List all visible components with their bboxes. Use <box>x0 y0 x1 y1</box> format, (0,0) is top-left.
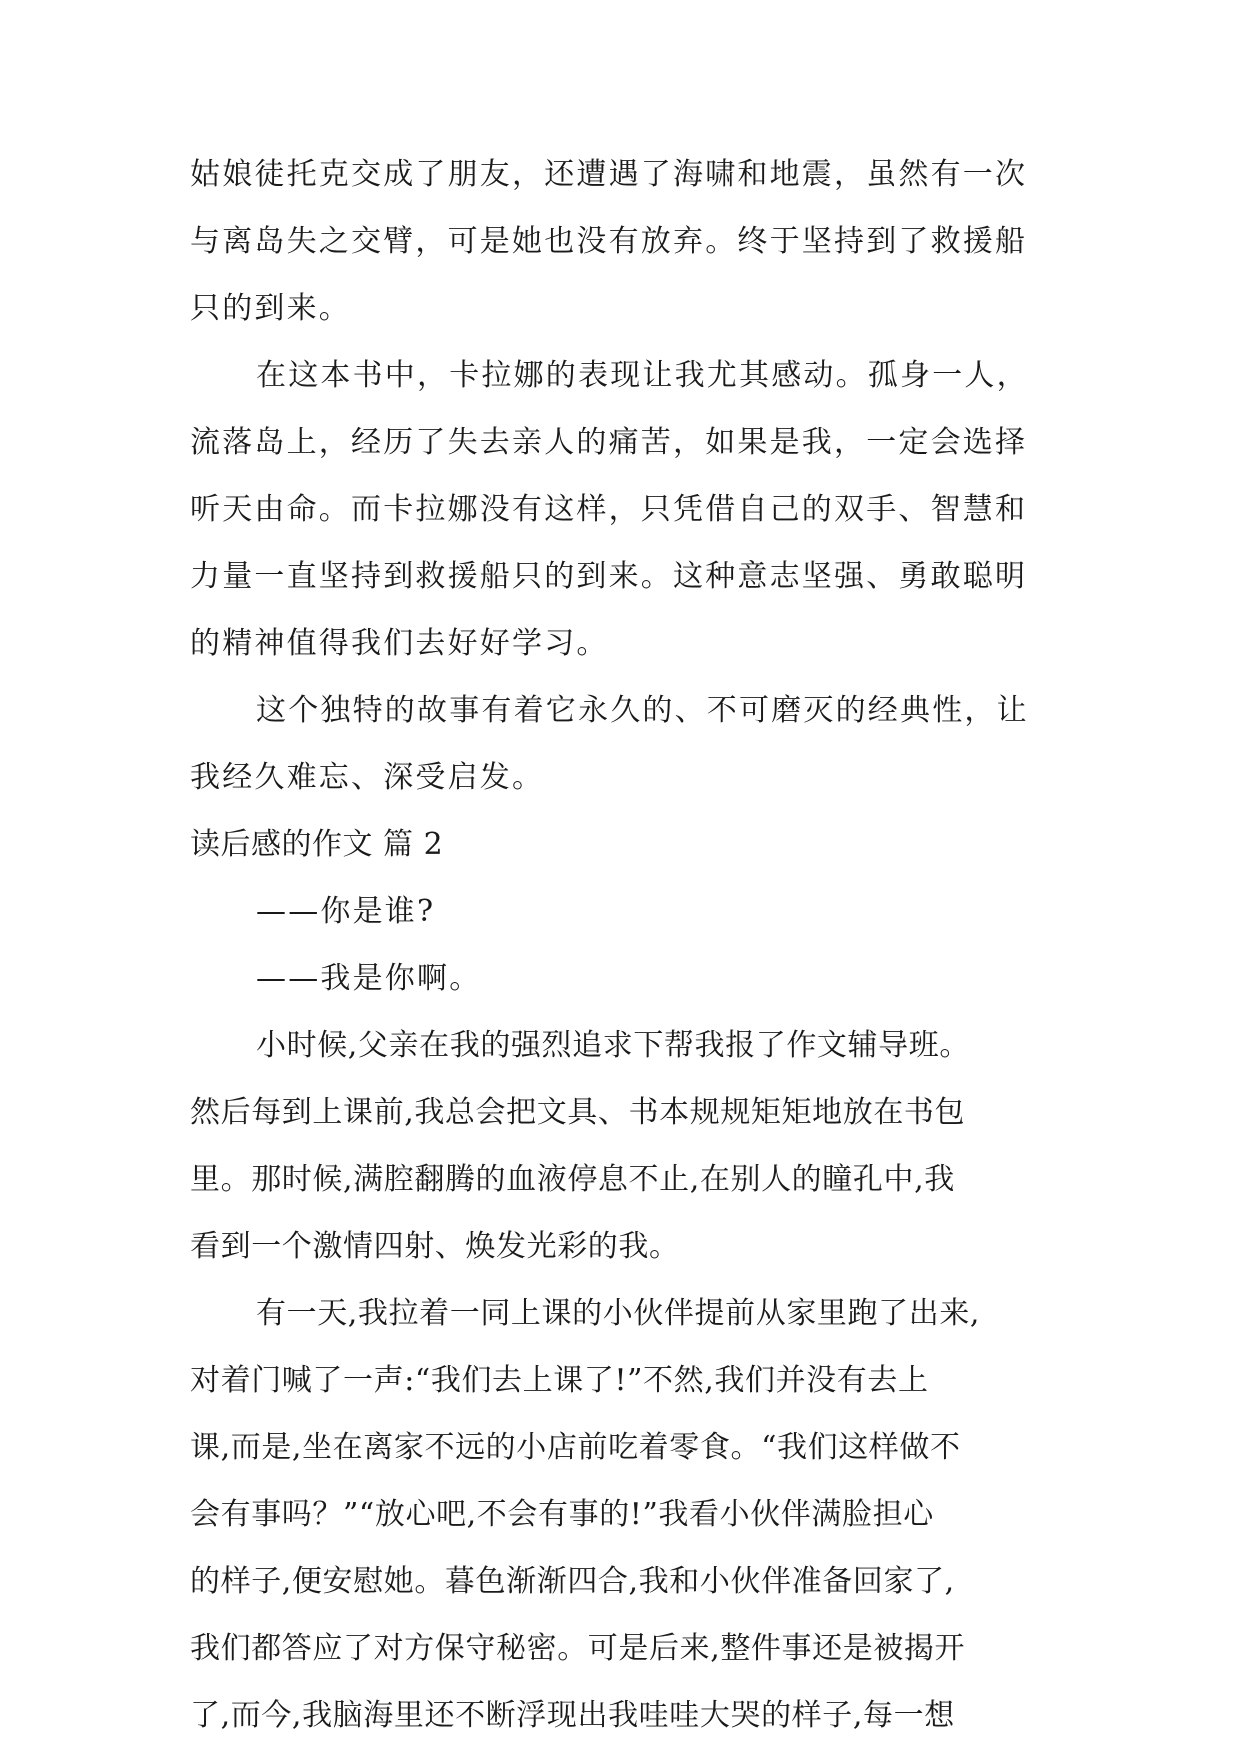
paragraph-line: 与离岛失之交臂，可是她也没有放弃。终于坚持到了救援船 <box>190 224 1028 259</box>
paragraph-line: 我们都答应了对方保守秘密。可是后来,整件事还是被揭开 <box>190 1631 966 1666</box>
paragraph-line: 了,而今,我脑海里还不断浮现出我哇哇大哭的样子,每一想 <box>190 1698 955 1733</box>
paragraph-line: 力量一直坚持到救援船只的到来。这种意志坚强、勇敢聪明 <box>190 559 1028 594</box>
paragraph-line: 里。那时候,满腔翻腾的血液停息不止,在别人的瞳孔中,我 <box>190 1162 955 1197</box>
paragraph-line: 然后每到上课前,我总会把文具、书本规规矩矩地放在书包 <box>190 1095 966 1130</box>
paragraph-line: 对着门喊了一声:“我们去上课了!”不然,我们并没有去上 <box>190 1363 929 1398</box>
paragraph-line: 只的到来。 <box>190 291 351 326</box>
paragraph-line: 课,而是,坐在离家不远的小店前吃着零食。“我们这样做不 <box>190 1430 961 1465</box>
paragraph-line: 我经久难忘、深受启发。 <box>190 760 545 795</box>
paragraph-line: 会有事吗？”“放心吧,不会有事的!”我看小伙伴满脸担心 <box>190 1497 934 1532</box>
paragraph-line: 听天由命。而卡拉娜没有这样，只凭借自己的双手、智慧和 <box>190 492 1028 527</box>
dialogue-line: ——你是谁? <box>256 894 436 929</box>
paragraph-line: 这个独特的故事有着它永久的、不可磨灭的经典性，让 <box>256 693 1029 728</box>
paragraph-line: 看到一个激情四射、焕发光彩的我。 <box>190 1229 680 1264</box>
paragraph-line: 姑娘徒托克交成了朋友，还遭遇了海啸和地震，虽然有一次 <box>190 157 1028 192</box>
paragraph-line: 的样子,便安慰她。暮色渐渐四合,我和小伙伴准备回家了, <box>190 1564 955 1599</box>
paragraph-line: 在这本书中，卡拉娜的表现让我尤其感动。孤身一人， <box>256 358 1029 393</box>
paragraph-line: 流落岛上，经历了失去亲人的痛苦，如果是我，一定会选择 <box>190 425 1028 460</box>
section-heading: 读后感的作文 篇 2 <box>190 827 444 862</box>
paragraph-line: 的精神值得我们去好好学习。 <box>190 626 609 661</box>
paragraph-line: 有一天,我拉着一同上课的小伙伴提前从家里跑了出来, <box>256 1296 981 1331</box>
paragraph-line: 小时候,父亲在我的强烈追求下帮我报了作文辅导班。 <box>256 1028 970 1063</box>
dialogue-line: ——我是你啊。 <box>256 961 482 996</box>
